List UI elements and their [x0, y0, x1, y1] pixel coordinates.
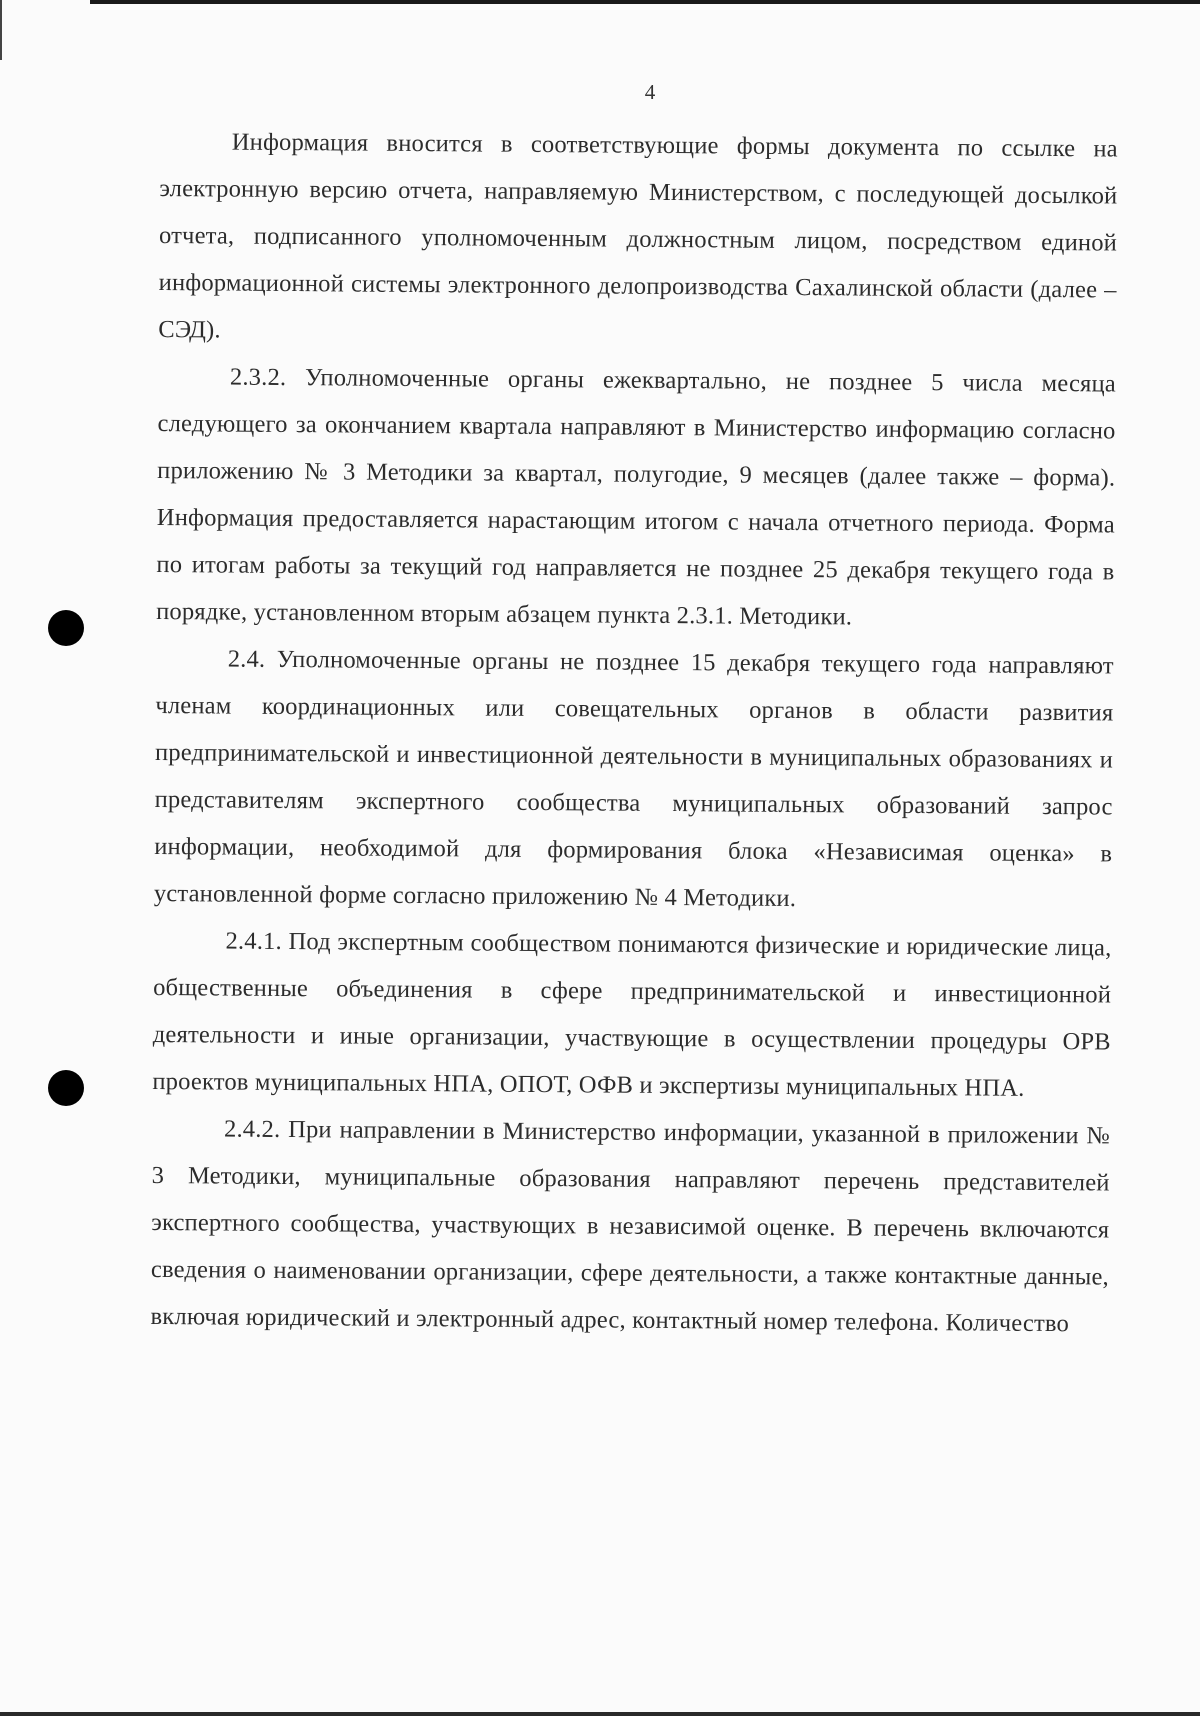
paragraph-2-4-1: 2.4.1. Под экспертным сообществом понимаются физические и юридические лица, общественные объединения в сфере предпринимательской и инвестиционной деятельности и иные организации, участвующие в осуществлении процедуры ОРВ проектов муниципальных НПА, ОПОТ, ОФВ и экспертизы муниципальных НПА. [152, 927, 1112, 1102]
scan-left-edge [0, 0, 2, 60]
scan-bottom-edge [0, 1712, 1200, 1716]
paragraph-2-4: 2.4. Уполномоченные органы не позднее 15 декабря текущего года направляют членам координационных или совещательных органов в области развития предпринимательской и инвестиционной деятельности в муниципальных образованиях и представителям экспертного сообщества муниципальных образований запрос информации, необходимой для формирования блока «Независимая оценка» в установленной форме согласно приложению № 4 Методики. [153, 645, 1114, 913]
paragraph-intro-information: Информация вносится в соответствующие формы документа по ссылке на электронную версию отчета, направляемую Министерством, с последующей досылкой отчета, подписанного уполномоченным должностным лицом, посредством единой информационной системы электронного делопроизводства Сахалинской области (далее – СЭД). [158, 128, 1118, 344]
paragraph-2-4-2: 2.4.2. При направлении в Министерство информации, указанной в приложении № 3 Методики, муниципальные образования направляют перечень представителей экспертного сообщества, участвующих в независимой оценке. В перечень включаются сведения о наименовании организации, сфере деятельности, а также контактные данные, включая юридический и электронный адрес, контактный номер телефона. Количество [150, 1115, 1111, 1338]
paragraph-2-3-2: 2.3.2. Уполномоченные органы ежеквартально, не позднее 5 числа месяца следующего за окончанием квартала направляют в Министерство информацию согласно приложению № 3 Методики за квартал, полугодие, 9 месяцев (далее также – форма). Информация предоставляется нарастающим итогом с начала отчетного периода. Форма по итогам работы за текущий год направляется не позднее 25 декабря текущего года в порядке, установленном вторым абзацем пункта 2.3.1. Методики. [156, 363, 1117, 631]
document-body [150, 118, 1118, 1347]
punch-hole-mark [48, 610, 84, 646]
page-number: 4 [644, 80, 656, 104]
punch-hole-mark [48, 1070, 84, 1106]
scan-top-edge [90, 0, 1200, 4]
